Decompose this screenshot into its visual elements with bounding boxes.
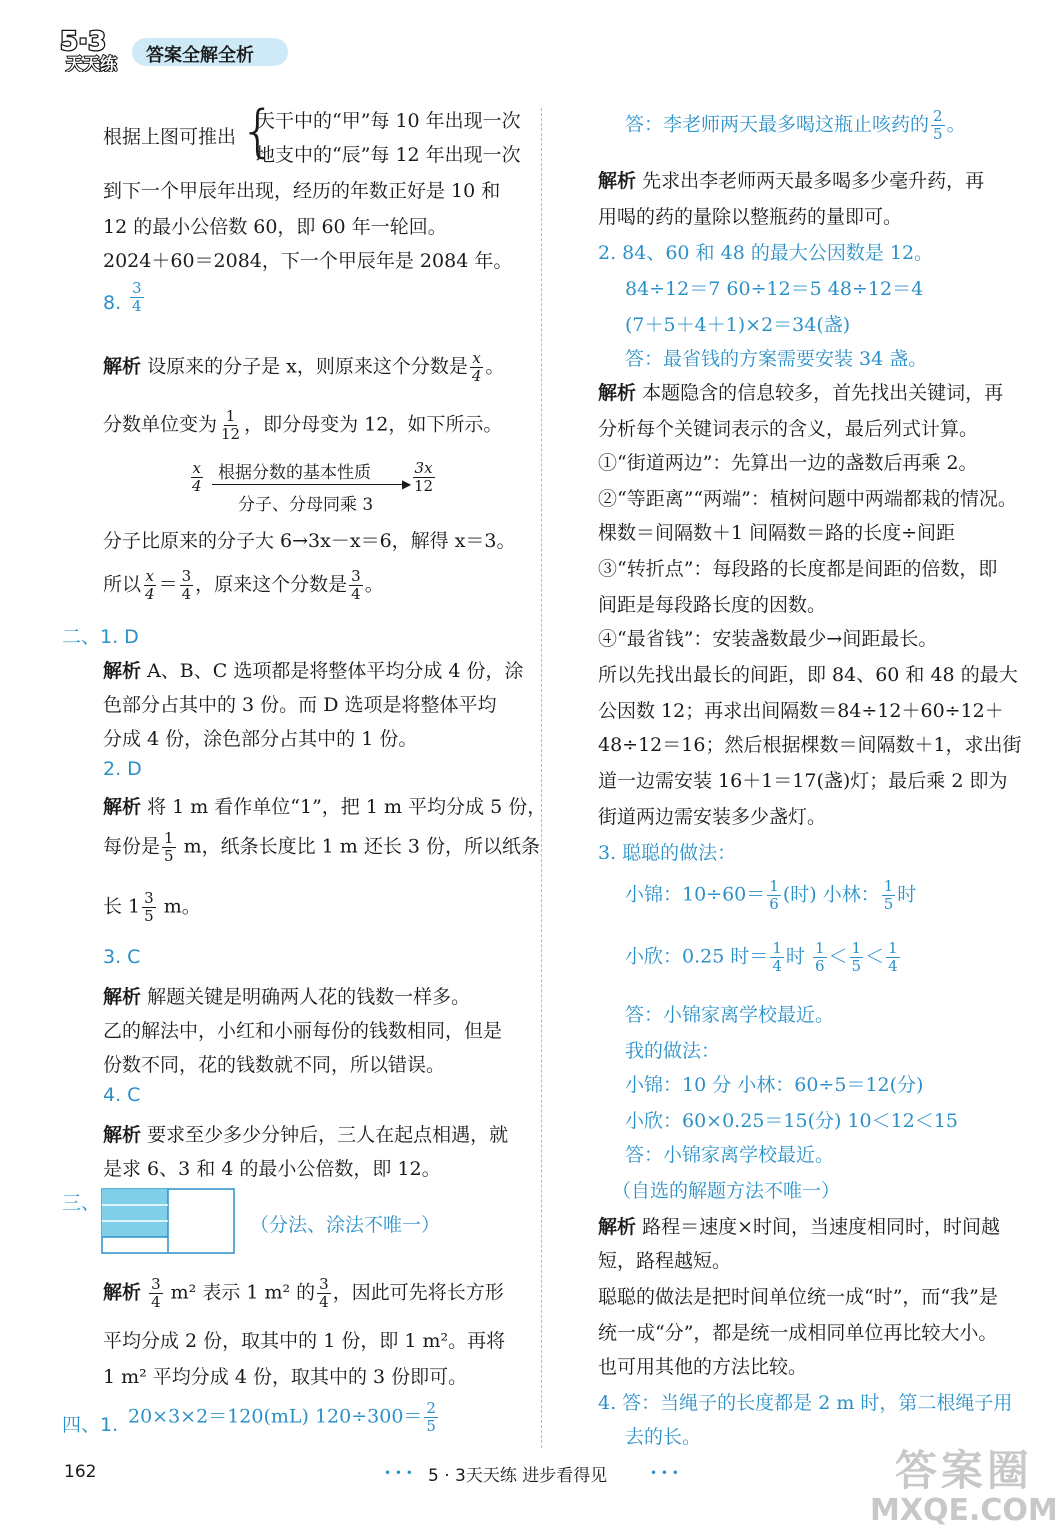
r-q2c: (7＋5＋4＋1)×2＝34(盏) [625, 314, 851, 336]
q8-analysis-1: 解析 设原来的分子是 x，则原来这个分数是 $\frac{x}{4}$ 。 [103, 349, 505, 385]
q8-analysis-3: 分子比原来的分子大 6→3x－x＝6，解得 x＝3。 [103, 530, 516, 552]
q8-analysis-2: 分数单位变为 $\frac{1}{12}$ ，即分母变为 12，如下所示。 [103, 407, 503, 443]
r-q3h: （自选的解题方法不唯一） [612, 1180, 841, 1202]
s3-analysis-3: 1 m² 平均分成 4 份，取其中的 3 份即可。 [103, 1366, 468, 1388]
arrow-left-fraction: $\frac{x}{4}$ [192, 459, 202, 495]
brace: { [240, 99, 276, 164]
r-q3f: 小欣：60×0.25＝15(分) 10＜12＜15 [625, 1110, 958, 1132]
arrow-head-icon: ▶ [402, 477, 412, 491]
arrow-right-fraction: $\frac{3x}{12}$ [414, 459, 434, 495]
section-3-label: 三、 [62, 1192, 101, 1214]
section-4-label: 四、1. [62, 1414, 119, 1436]
r-q4: 4. 答：当绳子的长度都是 2 m 时，第二根绳子用 [598, 1392, 1013, 1414]
s4-q1-answer: 20×3×2＝120(mL) 120÷300＝ $\frac{2}{5}$ [128, 1399, 436, 1435]
r-jx2l: 道一边需安装 16＋1＝17(盏)灯；最后乘 2 即为 [598, 770, 1008, 792]
r-jx2f: ③“转折点”：每段路的长度都是间距的倍数，即 [598, 558, 998, 580]
s2-2-line1: 解析 将 1 m 看作单位“1”，把 1 m 平均分成 5 份， [103, 796, 547, 818]
q8-number: 8. [103, 292, 122, 314]
s2-3-line3: 份数不同，花的钱数就不同，所以错误。 [103, 1054, 446, 1076]
s3-note: （分法、涂法不唯一） [250, 1214, 441, 1236]
s2-1-line3: 分成 4 份，涂色部分占其中的 1 份。 [103, 728, 418, 750]
q8-answer: $\frac{3}{4}$ [132, 279, 142, 315]
r-q2: 2. 84、60 和 48 的最大公因数是 12。 [598, 242, 934, 264]
page-number: 162 [64, 1462, 97, 1482]
r-jx2c: ①“街道两边”：先算出一边的盏数后再乘 2。 [598, 452, 978, 474]
r-jx2e: 棵数＝间隔数＋1 间隔数＝路的长度÷间距 [598, 522, 956, 544]
r-q2b: 84÷12＝7 60÷12＝5 48÷12＝4 [625, 278, 924, 300]
footer-dots-left: • • • [384, 1466, 413, 1480]
r-jx2d: ②“等距离”“两端”：植树问题中两端都栽的情况。 [598, 488, 1017, 510]
r-jx2k: 48÷12＝16；然后根据棵数＝间隔数＋1，求出街 [598, 734, 1022, 756]
l2: 到下一个甲辰年出现，经历的年数正好是 10 和 [103, 180, 501, 202]
r-q3: 3. 聪聪的做法： [598, 842, 737, 864]
r-jx1b: 用喝的药的量除以整瓶药的量即可。 [598, 206, 903, 228]
l1-a: 天干中的“甲”每 10 年出现一次 [256, 110, 521, 132]
r-q3c: 答：小锦家离学校最近。 [625, 1004, 835, 1026]
r-jx3: 解析 路程＝速度×时间，当速度相同时，时间越 [598, 1216, 1000, 1238]
r-q3e: 小锦：10 分 小林：60÷5＝12(分) [625, 1074, 924, 1096]
s2-1-line2: 色部分占其中的 3 份。而 D 选项是将整体平均 [103, 694, 497, 716]
footer-dots-right: • • • [650, 1466, 679, 1480]
s2-2-line2: 每份是 $\frac{1}{5}$ m，纸条长度比 1 m 还长 3 份，所以纸条 [103, 829, 541, 865]
s2-4-line1: 解析 要求至少多少分钟后，三人在起点相遇，就 [103, 1124, 509, 1146]
s2-3-line2: 乙的解法中，小红和小丽每份的钱数相同，但是 [103, 1020, 503, 1042]
s2-1-line1: 解析 A、B、C 选项都是将整体平均分成 4 份，涂 [103, 660, 524, 682]
r-q2d: 答：最省钱的方案需要安装 34 盏。 [625, 348, 928, 370]
r-jx2g: 间距是每段路长度的因数。 [598, 594, 827, 616]
r-jx2h: ④“最省钱”：安装盏数最少→间距最长。 [598, 628, 938, 650]
watermark: 答案圈 MXQE.COM [870, 1446, 1058, 1528]
footer-slogan: 5 · 3天天练 进步看得见 [428, 1466, 608, 1486]
svg-text:5·3: 5·3 [60, 27, 107, 57]
r-jx2: 解析 本题隐含的信息较多，首先找出关键词，再 [598, 382, 1004, 404]
l1-prefix: 根据上图可推出 [103, 126, 237, 148]
s2-q2: 2. D [103, 758, 142, 780]
r-q3d: 我的做法： [625, 1040, 721, 1062]
header-title: 答案全解全析 [146, 45, 254, 66]
s2-4-line2: 是求 6、3 和 4 的最小公倍数，即 12。 [103, 1158, 441, 1180]
q8-analysis-4: 所以 $\frac{x}{4}$ ＝ $\frac{3}{4}$ ，原来这个分数是 $\frac{3}{4}$ 。 [103, 567, 384, 603]
logo [58, 26, 138, 72]
svg-text:天天练: 天天练 [66, 55, 117, 72]
r-jx2j: 公因数 12；再求出间隔数＝84÷12＋60÷12＋ [598, 700, 1004, 722]
r-jx2b: 分析每个关键词表示的含义，最后列式计算。 [598, 418, 979, 440]
r-jx1: 解析 先求出李老师两天最多喝多少毫升药，再 [598, 170, 985, 192]
s2-3-line1: 解析 解题关键是明确两人花的钱数一样多。 [103, 986, 471, 1008]
r-a1: 答：李老师两天最多喝这瓶止咳药的 $\frac{2}{5}$ 。 [625, 107, 966, 143]
s3-analysis-1: 解析 $\frac{3}{4}$ m² 表示 1 m² 的 $\frac{3}{4}$ ，因此可先将长方形 [103, 1275, 504, 1311]
s3-analysis-2: 平均分成 2 份，取其中的 1 份，即 1 m²。再将 [103, 1330, 506, 1352]
r-jx3b: 短，路程越短。 [598, 1250, 732, 1272]
l3: 12 的最小公倍数 60，即 60 年一轮回。 [103, 216, 447, 238]
arrow-line [212, 484, 408, 485]
column-divider [541, 108, 542, 1448]
arrow-bottom-label: 分子、分母同乘 3 [238, 495, 374, 515]
l4: 2024＋60＝2084，下一个甲辰年是 2084 年。 [103, 250, 513, 272]
header-title-badge [132, 38, 288, 66]
r-jx3d: 统一成“分”，都是统一成相同单位再比较大小。 [598, 1322, 998, 1344]
s2-2-line3: 长 1 $\frac{3}{5}$ m。 [103, 889, 201, 925]
arrow-top-label: 根据分数的基本性质 [218, 463, 371, 483]
r-jx3c: 聪聪的做法是把时间单位统一成“时”，而“我”是 [598, 1286, 998, 1308]
shaded-rectangle-diagram [101, 1188, 235, 1254]
s2-q4: 4. C [103, 1084, 141, 1106]
r-jx3e: 也可用其他的方法比较。 [598, 1356, 808, 1378]
r-q4b: 去的长。 [625, 1426, 702, 1448]
section-2-q1: 二、1. D [62, 626, 139, 648]
s2-q3: 3. C [103, 946, 141, 968]
r-jx2m: 街道两边需安装多少盏灯。 [598, 806, 827, 828]
r-q3b: 小欣：0.25 时＝ $\frac{1}{4}$ 时 $\frac{1}{6}$ ＜ $\frac{1}{5}$ ＜ $\frac{1}{4}$ [625, 939, 898, 975]
r-jx2i: 所以先找出最长的间距，即 84、60 和 48 的最大 [598, 664, 1018, 686]
r-q3g: 答：小锦家离学校最近。 [625, 1144, 835, 1166]
l1-b: 地支中的“辰”每 12 年出现一次 [256, 144, 521, 166]
logo-53-icon [58, 26, 138, 72]
r-q3a: 小锦：10÷60＝ $\frac{1}{6}$ (时) 小林： $\frac{1}{5}$ 时 [625, 877, 917, 913]
